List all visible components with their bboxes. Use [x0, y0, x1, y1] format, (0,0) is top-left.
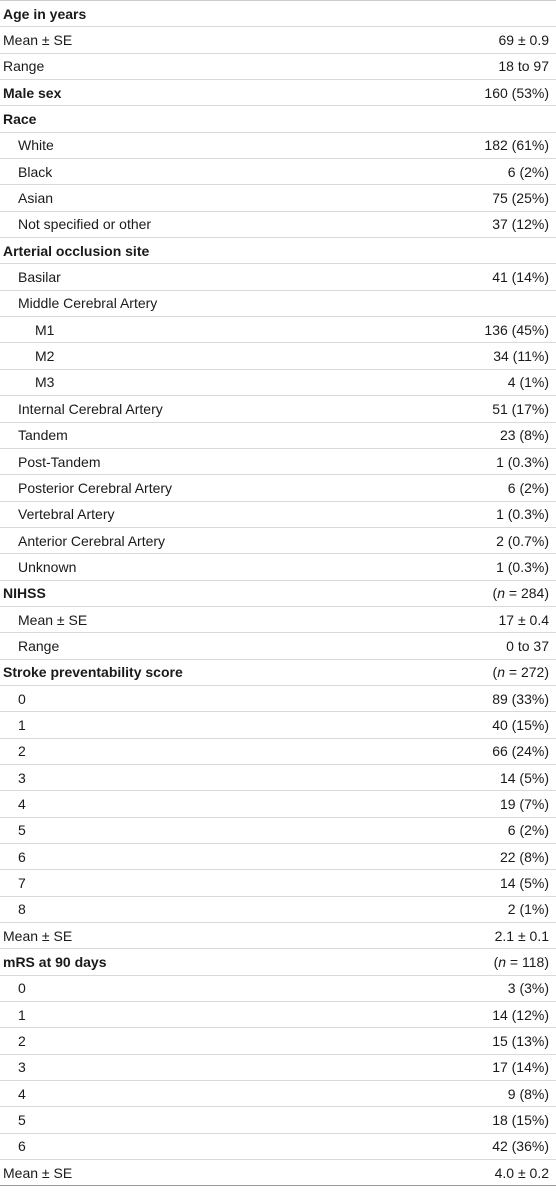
table-row: [0, 1002, 556, 1028]
row-label: 6: [18, 1138, 26, 1155]
table-row: [0, 923, 556, 949]
row-value: 2 (1%): [507, 901, 549, 918]
table-row: [0, 791, 556, 817]
row-value: 14 (5%): [499, 769, 549, 786]
row-value: 18 to 97: [498, 58, 549, 75]
table-row: [0, 686, 556, 712]
row-label: 1: [18, 716, 26, 733]
row-value: 66 (24%): [492, 743, 549, 760]
row-value: 14 (12%): [492, 1006, 549, 1023]
row-label: Male sex: [3, 84, 62, 101]
row-label: Mean ± SE: [3, 1164, 73, 1181]
row-value: 6 (2%): [507, 822, 549, 839]
row-label: Posterior Cerebral Artery: [18, 479, 173, 496]
row-label: 1: [18, 1006, 26, 1023]
table-row: [0, 106, 556, 132]
row-value: 9 (8%): [507, 1085, 549, 1102]
row-label: Mean ± SE: [3, 927, 73, 944]
row-value: 75 (25%): [492, 190, 549, 207]
row-value: 22 (8%): [499, 848, 549, 865]
table-row: [0, 976, 556, 1002]
row-label: M3: [35, 374, 55, 391]
row-label: 7: [18, 875, 26, 892]
row-value: 4 (1%): [507, 374, 549, 391]
row-value: 69 ± 0.9: [498, 32, 549, 49]
table-row: [0, 633, 556, 659]
row-value: 23 (8%): [499, 427, 549, 444]
row-value: 0 to 37: [506, 637, 549, 654]
table-row: [0, 1160, 556, 1186]
table-row: [0, 528, 556, 554]
sample-size-number: 118: [522, 954, 545, 971]
table-row: [0, 185, 556, 211]
row-value: 41 (14%): [492, 269, 549, 286]
row-label: Range: [18, 637, 60, 654]
row-value: 3 (3%): [507, 980, 549, 997]
row-label: Race: [3, 111, 37, 128]
row-label: White: [18, 137, 54, 154]
row-label: 4: [18, 795, 26, 812]
row-value: 51 (17%): [492, 400, 549, 417]
table-row: [0, 765, 556, 791]
table-row: [0, 581, 556, 607]
row-label: 3: [18, 769, 26, 786]
row-label: 8: [18, 901, 26, 918]
row-value: 2.1 ± 0.1: [494, 927, 549, 944]
row-value: 4.0 ± 0.2: [494, 1164, 549, 1181]
row-label: Asian: [18, 190, 54, 207]
row-sample-size: (n = 118): [493, 954, 549, 971]
table-row: [0, 423, 556, 449]
row-value: 42 (36%): [492, 1138, 549, 1155]
table-row: [0, 712, 556, 738]
table-row: [0, 475, 556, 501]
table-row: [0, 1, 556, 27]
row-value: 14 (5%): [499, 875, 549, 892]
row-value: 6 (2%): [507, 163, 549, 180]
table-row: [0, 1081, 556, 1107]
sample-size-number: 284: [520, 585, 545, 602]
row-label: Arterial occlusion site: [3, 242, 150, 259]
row-value: 6 (2%): [507, 479, 549, 496]
row-label: Anterior Cerebral Artery: [18, 532, 166, 549]
row-label: 0: [18, 690, 26, 707]
row-label: 5: [18, 822, 26, 839]
table-row: [0, 607, 556, 633]
row-value: 34 (11%): [493, 348, 549, 365]
row-label: M2: [35, 348, 55, 365]
row-label: Post-Tandem: [18, 453, 101, 470]
row-sample-size: (n = 284): [492, 585, 549, 602]
row-label: Black: [18, 163, 53, 180]
row-value: 15 (13%): [492, 1033, 549, 1050]
table-row: [0, 159, 556, 185]
row-label: 2: [18, 743, 26, 760]
row-value: 17 (14%): [492, 1059, 549, 1076]
row-value: 17 ± 0.4: [498, 611, 549, 628]
row-value: 1 (0.3%): [496, 506, 549, 523]
table-row: [0, 133, 556, 159]
table-row: [0, 343, 556, 369]
row-label: NIHSS: [3, 585, 46, 602]
table-row: [0, 818, 556, 844]
row-value: 1 (0.3%): [496, 453, 549, 470]
row-label: 2: [18, 1033, 26, 1050]
row-label: Tandem: [18, 427, 68, 444]
row-label: Middle Cerebral Artery: [18, 295, 158, 312]
row-label: Not specified or other: [18, 216, 152, 233]
row-label: Stroke preventability score: [3, 664, 183, 681]
row-value: 89 (33%): [492, 690, 549, 707]
row-label: Basilar: [18, 269, 61, 286]
table-row: [0, 897, 556, 923]
row-label: 6: [18, 848, 26, 865]
row-label: 0: [18, 980, 26, 997]
table-row: [0, 54, 556, 80]
row-label: Unknown: [18, 558, 77, 575]
row-value: 160 (53%): [484, 84, 549, 101]
row-value: 19 (7%): [499, 795, 549, 812]
row-value: 40 (15%): [492, 716, 549, 733]
table-row: [0, 739, 556, 765]
row-label: 3: [18, 1059, 26, 1076]
table-row: [0, 870, 556, 896]
table-row: [0, 238, 556, 264]
row-label: Internal Cerebral Artery: [18, 400, 163, 417]
row-value: 136 (45%): [484, 321, 549, 338]
table-row: [0, 1055, 556, 1081]
row-sample-size: (n = 272): [492, 664, 549, 681]
row-label: Range: [3, 58, 45, 75]
table-row: [0, 212, 556, 238]
table-row: [0, 264, 556, 290]
row-value: 18 (15%): [492, 1112, 549, 1129]
row-label: Vertebral Artery: [18, 506, 115, 523]
table-row: [0, 1107, 556, 1133]
row-value: 1 (0.3%): [496, 558, 549, 575]
row-label: Mean ± SE: [18, 611, 88, 628]
row-value: 2 (0.7%): [496, 532, 549, 549]
table-row: [0, 1028, 556, 1054]
table-row: [0, 844, 556, 870]
table-row: [0, 370, 556, 396]
row-label: Mean ± SE: [3, 32, 73, 49]
table-row: [0, 502, 556, 528]
table-row: [0, 317, 556, 343]
table-row: [0, 291, 556, 317]
row-label: mRS at 90 days: [3, 954, 107, 971]
row-label: 5: [18, 1112, 26, 1129]
table-row: [0, 949, 556, 975]
row-value: 182 (61%): [484, 137, 549, 154]
table-row: [0, 80, 556, 106]
row-value: 37 (12%): [492, 216, 549, 233]
row-label: Age in years: [3, 5, 87, 22]
table-row: [0, 554, 556, 580]
table-row: [0, 449, 556, 475]
table-row: [0, 27, 556, 53]
row-label: 4: [18, 1085, 26, 1102]
row-label: M1: [35, 321, 55, 338]
sample-size-number: 272: [520, 664, 545, 681]
table-row: [0, 660, 556, 686]
table-row: [0, 1134, 556, 1160]
table-row: [0, 396, 556, 422]
